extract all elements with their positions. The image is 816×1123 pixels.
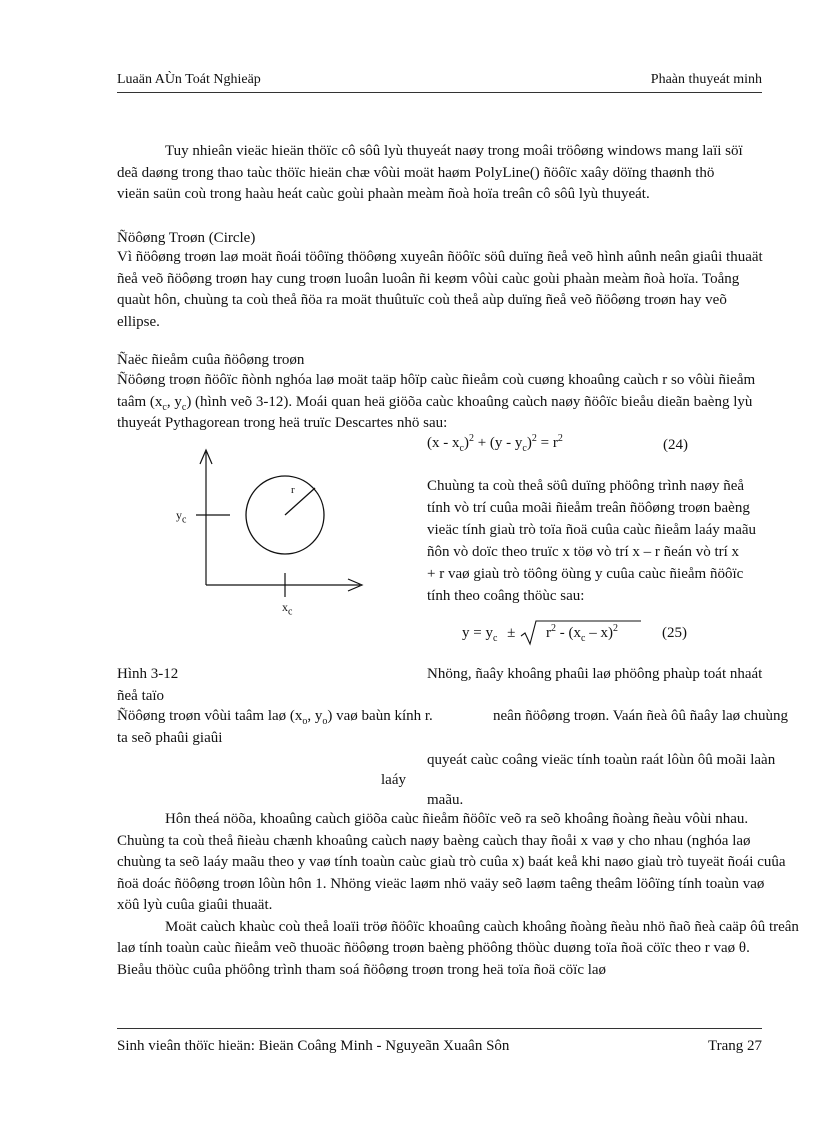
circle-paragraph [117, 247, 762, 333]
header-right: Phaàn thuyeát minh [650, 72, 762, 87]
label-r: r [291, 484, 295, 496]
right-caption-4: laáy [381, 772, 406, 788]
figure-circle-diagram [150, 440, 370, 620]
closing-line: xöû lyù cuûa giaûi thuaät. [117, 897, 273, 913]
properties-line: taâm ($x_c$, $y_c$) (hình veõ 3-12). Moái quan heä giöõa caùc khoaûng caùch naøy ñöôïc bieåu dieãn baèng lyù [117, 393, 753, 413]
circle-line: ñeå veõ ñöôøng troøn hay cung troøn luoân luoân ñi keøm vôùi caùc goùi phaàn meàm ñoà hoïa. Toång [117, 270, 740, 287]
label-yc: $y_c$ [176, 508, 187, 526]
intro-line: deã daøng trong thao taùc thöïc hieän chæ vôùi moät haøm PolyLine() ñöôïc xaây döïng thaønh thö [117, 164, 715, 181]
right-line: + r vaø giaù trò töông öùng y cuûa caùc ñieåm ñöôïc [427, 566, 744, 582]
equation-24-number: (24) [663, 437, 688, 453]
closing-line: ñoä doác ñöôøng troøn lôùn hôn 1. Nhöng vieäc laøm nhö vaäy seõ laøm taêng theâm löôïng tính toaùn vaø [117, 875, 765, 892]
right-line: Chuùng ta coù theå söû duïng phöông trình naøy ñeå [427, 478, 745, 494]
equation-24: $(x - x_c)^2 + (y - y_c)^2 = r^2$ [427, 433, 563, 454]
figure-caption-3: Ñöôøng troøn vôùi taâm laø ($x_o$, $y_o$) vaø baùn kính r. [117, 708, 433, 727]
closing-line: Bieåu thöùc cuûa phöông trình tham soá ñöôøng troøn trong heä toïa ñoä cöïc laø [117, 961, 607, 978]
footer-left: Sinh vieân thöïc hieän: Bieän Coâng Minh - Nguyeãn Xuaân Sôn [117, 1038, 510, 1054]
right-caption-3: quyeát caùc coâng vieäc tính toaùn raát lôùn ôû moãi laàn [427, 752, 776, 768]
header-rule [117, 92, 762, 93]
intro-line: vieän saün coù trong haàu heát caùc goùi phaàn meàm ñoà hoïa treân cô sôû lyù thuyeát. [117, 186, 650, 202]
section-title-properties: Ñaëc ñieåm cuûa ñöôøng troøn [117, 352, 305, 368]
right-line: tính theo coâng thöùc sau: [427, 588, 585, 604]
header-left: Luaän AÙn Toát Nghieäp [117, 72, 261, 87]
right-caption-2: neân ñöôøng troøn. Vaán ñeà ôû ñaây laø chuùng [493, 708, 789, 724]
closing-line: laø tính toaùn caùc ñieåm veõ thuoäc ñöôøng troøn baèng phöông thöùc duøng toïa ñoä cöïc theo r vaø θ. [117, 940, 750, 956]
label-xc: $x_c$ [282, 600, 293, 618]
intro-paragraph [117, 141, 762, 206]
figure-caption-2: ñeå taïo [117, 688, 165, 704]
right-caption-5: maãu. [427, 792, 464, 808]
footer-rule [117, 1028, 762, 1029]
properties-line: thuyeát Pythagorean trong heä truïc Descartes nhö sau: [117, 415, 448, 431]
circle-line: ellipse. [117, 313, 160, 330]
properties-paragraph [117, 370, 762, 435]
figure-caption-4: ta seõ phaûi giaûi [117, 730, 223, 746]
right-caption-1: Nhöng, ñaây khoâng phaûi laø phöông phaùp toát nhaát [427, 666, 763, 682]
closing-line: Moät caùch khaùc coù theå loaïi tröø ñöôïc khoaûng caùch khoâng ñoàng ñeàu nhö ñaõ ñeà caäp ôû treân [165, 918, 799, 935]
footer-page-number: Trang 27 [707, 1038, 762, 1054]
equation-25-radicand: $r^2 - (x_c - x)^2$ [546, 623, 618, 644]
circle-line: Vì ñöôøng troøn laø moät ñoái töôïng thöôøng xuyeân ñöôïc söû duïng ñeå veõ hình aûnh neân giaûi thuaät [117, 249, 763, 265]
circle-line: quaùt hôn, chuùng ta coù theå ñöa ra moät thuûtuïc coù theå aùp duïng ñeå veõ ñöôøng troøn hay veõ [117, 292, 727, 308]
right-column-text [427, 475, 762, 607]
radius-line [285, 488, 315, 515]
right-line: ñôn vò doïc theo truïc x töø vò trí x – r ñeán vò trí x [427, 544, 740, 560]
closing-paragraph [117, 809, 799, 981]
equation-25-number: (25) [662, 625, 687, 641]
right-line: tính vò trí cuûa moãi ñieåm treân ñöôøng troøn baèng [427, 500, 750, 516]
closing-line: chuùng ta seõ laáy maãu theo y vaø tính toaùn caùc giaù trò cuûa x) baát keå khi naøo giaù trò tuyeät ñoái cuûa [117, 854, 786, 870]
equation-25: $y = y_c$ ± [462, 625, 516, 644]
section-title-circle: Ñöôøng Troøn (Circle) [117, 230, 256, 246]
properties-line: Ñöôøng troøn ñöôïc ñònh nghóa laø moät taäp hôïp caùc ñieåm coù cuøng khoaûng caùch r so vôùi ñieåm [117, 372, 756, 388]
closing-line: Hôn theá nöõa, khoaûng caùch giöõa caùc ñieåm ñöôïc veõ ra seõ khoâng ñoàng ñeàu vôùi nhau. [165, 811, 749, 827]
right-line: vieäc tính giaù trò toïa ñoä cuûa caùc ñieåm laáy maãu [427, 522, 757, 538]
figure-caption-1: Hình 3-12 [117, 666, 179, 682]
closing-line: Chuùng ta coù theå ñieàu chænh khoaûng caùch naøy baèng caùch thay ñoåi x vaø y cho nhau (nghóa laø [117, 832, 751, 849]
intro-line: Tuy nhieân vieäc hieän thöïc cô sôû lyù thuyeát naøy trong moâi tröôøng windows mang laïi söï [165, 143, 743, 159]
